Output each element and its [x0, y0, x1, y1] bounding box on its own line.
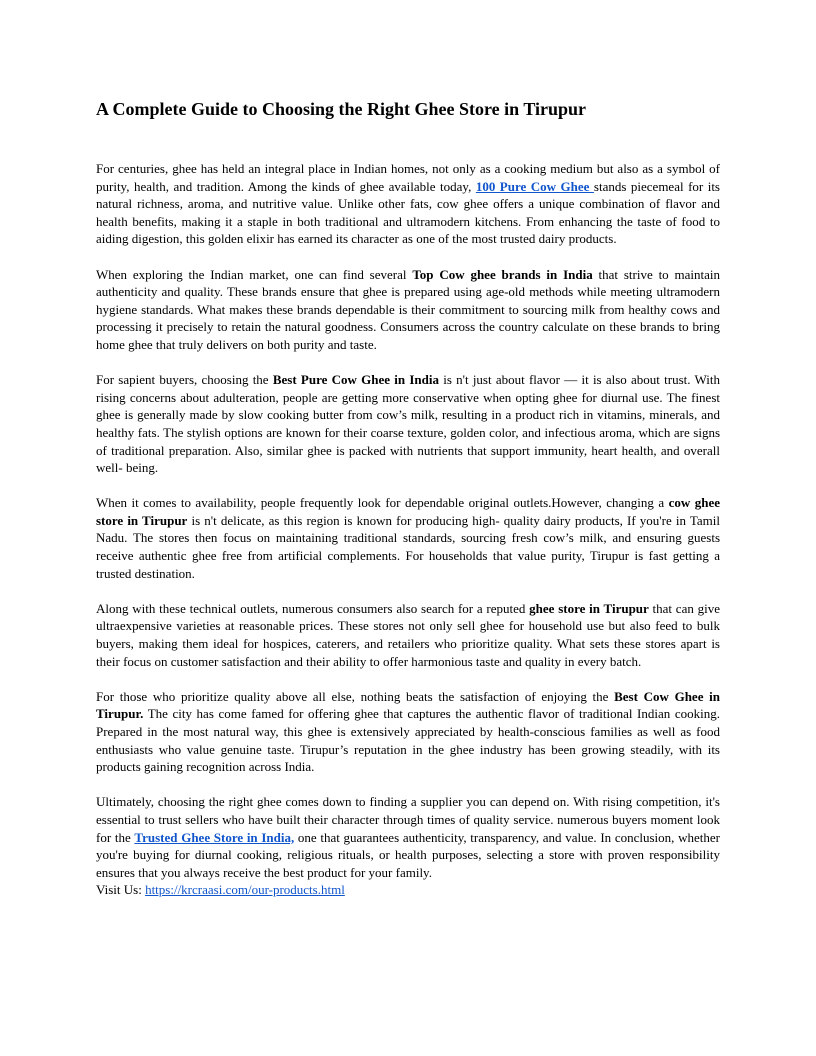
bold-keyword: cow ghee store in Tirupur [96, 495, 720, 528]
paragraph-outlets [96, 600, 720, 670]
bold-keyword: Best Cow Ghee in Tirupur. [96, 688, 720, 722]
bold-keyword: Top Cow ghee brands in India [412, 266, 593, 282]
paragraph-best-tirupur [96, 688, 720, 776]
paragraph-text: Along with these technical outlets, numerous consumers also search for a reputed [96, 600, 530, 616]
paragraph-text: For centuries, ghee has held an integral place in Indian homes, not only as a cooking medium but also as a symbol of purity, health, and tradition. Among the kinds of ghee available today, [96, 161, 720, 194]
paragraph-intro [96, 160, 720, 248]
paragraph-text: that strive to maintain authenticity and quality. These brands ensure that ghee is prepared using age-old methods while meeting ultramodern hygiene standards. What makes these brands dependable is their commitment to sourcing milk from healthy cows and processing it precisely to retain the natural goodness. Consumers across the country calculate on these brands to bring home ghee that truly delivers on both purity and taste. [96, 266, 720, 352]
paragraph-text: is n't just about flavor — it is also about trust. With rising concerns about adulteration, people are getting more conservative when opting ghee for diurnal use. The finest ghee is generally made by slow cooking butter from cow’s milk, resulting in a product rich in vitamins, minerals, and healthy fats. The stylish options are known for their coarse texture, golden color, and infectious aroma, which are signs of traditional preparation. Also, similar ghee is packed with nutrients that support immunity, heart health, and overall well- being. [96, 372, 720, 476]
paragraph-text: one that guarantees authenticity, transparency, and value. In conclusion, whether you're buying for diurnal cooking, religious rituals, or health purposes, selecting a store with proven responsibility ensures that you always receive the best product for your family. [96, 829, 720, 880]
paragraph-text: For those who prioritize quality above all else, nothing beats the satisfaction of enjoying the [96, 688, 615, 704]
paragraph-availability [96, 494, 720, 582]
website-link[interactable]: https://krcraasi.com/our-products.html [145, 882, 345, 898]
paragraph-text: When it comes to availability, people frequently look for dependable original outlets.However, changing a [96, 495, 669, 511]
paragraph-text: is n't delicate, as this region is known for producing high- quality dairy products, If you're in Tamil Nadu. The stores then focus on maintaining traditional standards, sourcing fresh cow’s milk, and ensuring guests receive authentic ghee free from artificial complements. For households that value purity, Tirupur is fast getting a trusted destination. [96, 512, 720, 581]
paragraph-text: When exploring the Indian market, one can find several [96, 266, 413, 282]
paragraph-text: The city has come famed for offering ghee that captures the authentic flavor of traditional Indian cooking. Prepared in the most natural way, this ghee is extensively appreciated by health-conscious families as well as food enthusiasts who value genuine taste. Tirupur’s reputation in the ghee industry has been growing steadily, with its products gaining recognition across India. [96, 706, 720, 775]
document-page [96, 86, 720, 899]
paragraph-conclusion [96, 793, 720, 881]
paragraph-brands [96, 266, 720, 354]
pure-cow-ghee-link[interactable]: 100 Pure Cow Ghee [475, 178, 594, 194]
trusted-ghee-store-link[interactable]: Trusted Ghee Store in India, [134, 829, 295, 845]
paragraph-text: Ultimately, choosing the right ghee comes down to finding a supplier you can depend on. With rising competition, it's essential to trust sellers who have built their character through times of quality service. numerous buyers moment look for the [96, 794, 720, 845]
visit-label: Visit Us: [96, 882, 146, 898]
bold-keyword: ghee store in Tirupur [529, 600, 649, 616]
visit-us-line [96, 881, 720, 899]
bold-keyword: Best Pure Cow Ghee in India [272, 372, 439, 388]
paragraph-text: stands piecemeal for its natural richness, aroma, and nutritive value. Unlike other fats, cow ghee offers a unique combination of flavor and health benefits, making it a staple in both traditional and ultramodern kitchens. From enhancing the taste of food to aiding digestion, this golden elixir has earned its character as one of the most trusted dairy products. [96, 178, 720, 247]
paragraph-text: For sapient buyers, choosing the [96, 372, 273, 388]
page-title: A Complete Guide to Choosing the Right Ghee Store in Tirupur [96, 99, 587, 119]
paragraph-best-pure [96, 371, 720, 477]
paragraph-text: that can give ultraexpensive varieties at reasonable prices. These stores not only sell ghee for household use but also feed to bulk buyers, making them ideal for hospices, caterers, and retailers who prioritize quality. What sets these stores apart is their focus on customer satisfaction and their ability to offer harmonious taste and quality in every batch. [96, 600, 720, 669]
article-body [96, 160, 720, 899]
